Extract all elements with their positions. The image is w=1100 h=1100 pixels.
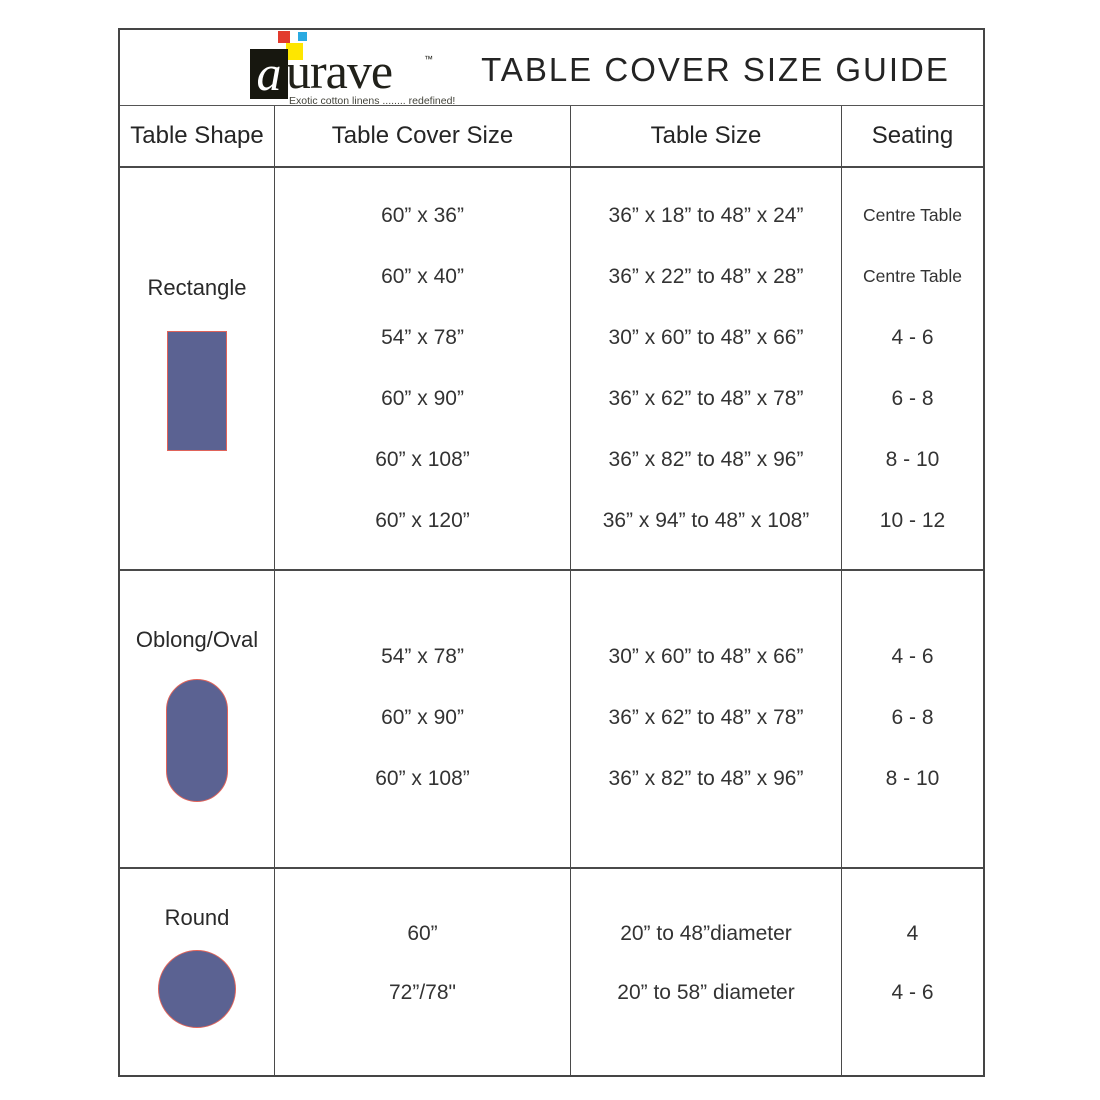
seating-cell: 8 - 10 (885, 766, 940, 790)
table-size-cell: 36” x 22” to 48” x 28” (608, 264, 804, 288)
cover-size-cell: 60” x 90” (381, 706, 464, 729)
logo-blue-square-icon (298, 32, 307, 41)
logo-red-square-icon (278, 31, 290, 43)
shape-label-round: Round (164, 905, 230, 930)
rectangle-cover-size-column (275, 168, 571, 569)
header-row (120, 30, 983, 106)
cover-size-cell: 60” x 108” (375, 766, 470, 790)
table-size-cell: 30” x 60” to 48” x 66” (608, 325, 804, 349)
col-header-table-size: Table Size (571, 106, 842, 166)
seating-cell: 10 - 12 (879, 509, 946, 533)
seating-cell: 4 - 6 (891, 325, 934, 349)
cover-size-cell: 72”/78" (389, 981, 456, 1005)
table-size-cell: 36” x 62” to 48” x 78” (608, 387, 804, 411)
cover-size-cell: 60” x 108” (375, 448, 470, 472)
oblong-oval-shape-icon (166, 679, 228, 802)
col-header-table-shape: Table Shape (120, 106, 275, 166)
table-size-cell: 36” x 82” to 48” x 96” (608, 766, 804, 790)
table-size-cell: 30” x 60” to 48” x 66” (608, 645, 804, 669)
cover-size-cell: 60” (407, 921, 438, 945)
seating-cell: 4 - 6 (891, 645, 934, 669)
round-seating-column (842, 869, 983, 1075)
section-oblong-oval (120, 571, 983, 869)
cover-size-cell: 60” x 40” (381, 264, 464, 288)
oblong-cover-size-column (275, 571, 571, 867)
table-size-cell: 20” to 48”diameter (620, 921, 792, 945)
rectangle-shape-icon (167, 331, 227, 451)
oblong-shape-cell (120, 571, 275, 867)
size-guide-table (118, 28, 985, 1077)
table-size-cell: 36” x 82” to 48” x 96” (608, 448, 804, 472)
rectangle-shape-cell (120, 168, 275, 569)
shape-label-oblong-oval: Oblong/Oval (135, 627, 259, 652)
table-size-cell: 20” to 58” diameter (617, 981, 795, 1005)
rectangle-table-size-column (571, 168, 842, 569)
cover-size-cell: 54” x 78” (381, 325, 464, 349)
cover-size-cell: 60” x 90” (381, 387, 464, 411)
seating-cell: 6 - 8 (891, 387, 934, 411)
logo-letter-a: a (250, 49, 288, 99)
seating-cell: Centre Table (863, 266, 962, 287)
shape-label-rectangle: Rectangle (147, 275, 247, 300)
seating-cell: 6 - 8 (891, 706, 934, 729)
cover-size-cell: 54” x 78” (381, 645, 464, 669)
seating-cell: Centre Table (863, 205, 962, 226)
round-table-size-column (571, 869, 842, 1075)
col-header-seating: Seating (871, 122, 954, 149)
seating-cell: 8 - 10 (885, 448, 940, 472)
cover-size-cell: 60” x 120” (375, 509, 470, 533)
seating-cell: 4 - 6 (891, 981, 934, 1005)
aurave-logo (250, 30, 460, 106)
section-round (120, 869, 983, 1075)
table-size-cell: 36” x 62” to 48” x 78” (608, 706, 804, 729)
logo-wordmark: urave (286, 43, 393, 99)
column-header-row (120, 106, 983, 168)
section-rectangle (120, 168, 983, 571)
logo-tagline: Exotic cotton linens ........ redefined! (289, 95, 456, 107)
trademark-symbol: ™ (424, 54, 433, 64)
cover-size-cell: 60” x 36” (381, 203, 464, 227)
table-size-cell: 36” x 18” to 48” x 24” (608, 203, 804, 227)
round-shape-icon (158, 950, 236, 1028)
round-shape-cell (120, 869, 275, 1075)
page-title: TABLE COVER SIZE GUIDE (481, 51, 950, 88)
oblong-table-size-column (571, 571, 842, 867)
round-cover-size-column (275, 869, 571, 1075)
rectangle-seating-column (842, 168, 983, 569)
table-size-cell: 36” x 94” to 48” x 108” (602, 509, 810, 533)
col-header-table-cover-size: Table Cover Size (275, 106, 571, 166)
seating-cell: 4 (906, 921, 919, 945)
oblong-seating-column (842, 571, 983, 867)
